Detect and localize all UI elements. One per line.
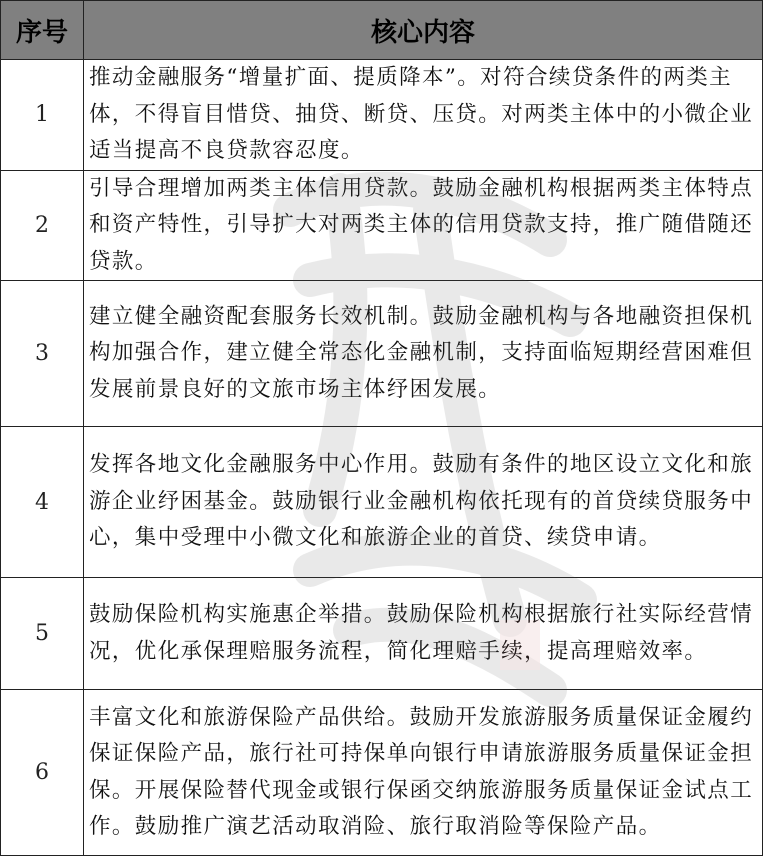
row-content: 推动金融服务“增量扩面、提质降本”。对符合续贷条件的两类主体，不得盲目惜贷、抽贷、断贷、压贷。对两类主体中的小微企业适当提高不良贷款容忍度。: [84, 60, 763, 171]
row-number: 1: [1, 60, 84, 171]
header-num: 序号: [1, 1, 84, 60]
header-content: 核心内容: [84, 1, 763, 60]
row-number: 3: [1, 281, 84, 427]
header-row: [1, 1, 763, 60]
row-number: 6: [1, 690, 84, 856]
row-content: 丰富文化和旅游保险产品供给。鼓励开发旅游服务质量保证金履约保证保险产品，旅行社可持保单向银行申请旅游服务质量保证金担保。开展保险替代现金或银行保函交纳旅游服务质量保证金试点工作。鼓励推广演艺活动取消险、旅行取消险等保险产品。: [84, 690, 763, 856]
table-row: [1, 170, 763, 281]
row-number: 2: [1, 170, 84, 281]
row-number: 4: [1, 427, 84, 578]
table-row: [1, 427, 763, 578]
row-content: 发挥各地文化金融服务中心作用。鼓励有条件的地区设立文化和旅游企业纾困基金。鼓励银行业金融机构依托现有的首贷续贷服务中心，集中受理中小微文化和旅游企业的首贷、续贷申请。: [84, 427, 763, 578]
row-number: 5: [1, 578, 84, 690]
row-content: 建立健全融资配套服务长效机制。鼓励金融机构与各地融资担保机构加强合作，建立健全常态化金融机制，支持面临短期经营困难但发展前景良好的文旅市场主体纾困发展。: [84, 281, 763, 427]
row-content: 引导合理增加两类主体信用贷款。鼓励金融机构根据两类主体特点和资产特性，引导扩大对两类主体的信用贷款支持，推广随借随还贷款。: [84, 170, 763, 281]
table-row: [1, 578, 763, 690]
row-content: 鼓励保险机构实施惠企举措。鼓励保险机构根据旅行社实际经营情况，优化承保理赔服务流程，简化理赔手续，提高理赔效率。: [84, 578, 763, 690]
table-row: [1, 281, 763, 427]
table-row: [1, 690, 763, 856]
table-row: [1, 60, 763, 171]
